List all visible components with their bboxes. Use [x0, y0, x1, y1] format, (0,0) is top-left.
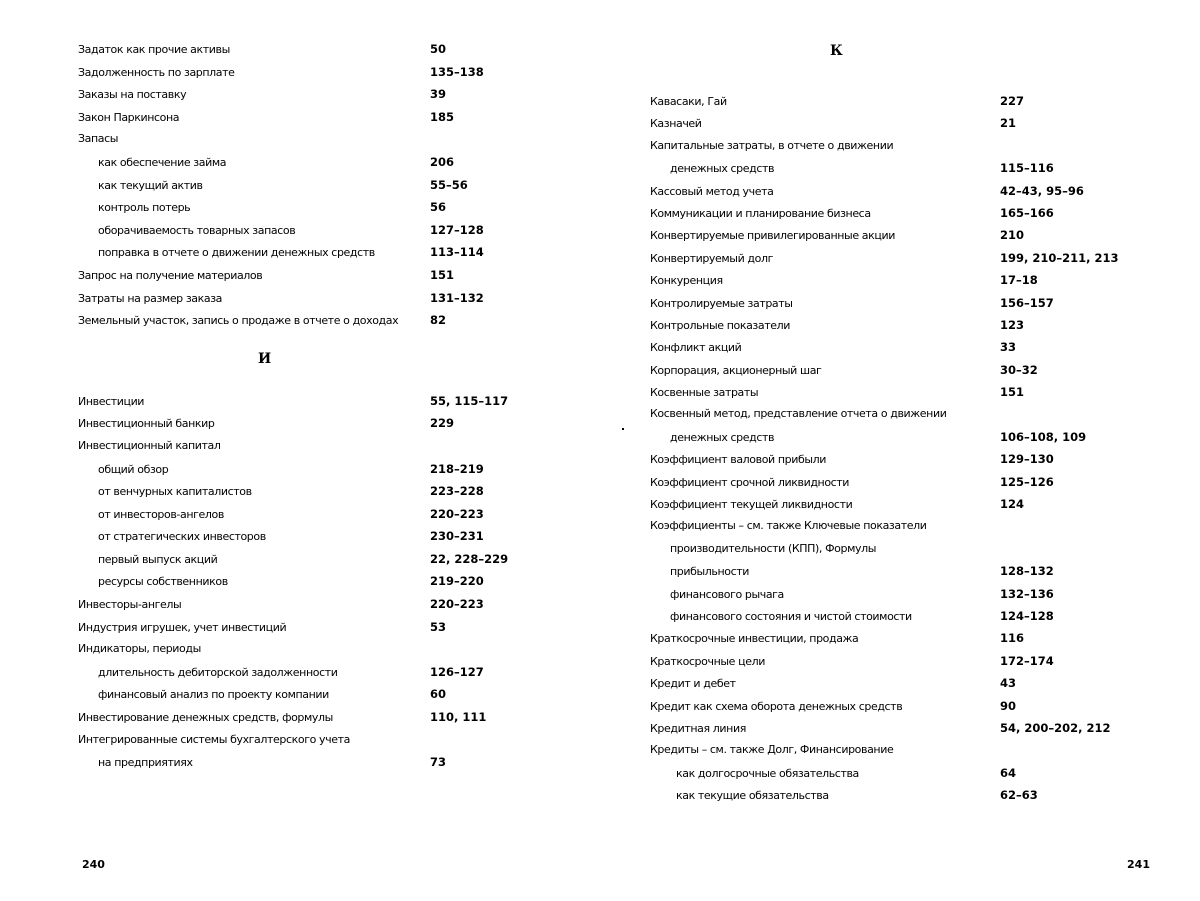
- index-pages: 218–219: [430, 461, 484, 476]
- index-term: контроль потерь: [98, 201, 191, 215]
- index-pages: 17–18: [1000, 273, 1038, 288]
- page-number-right: 241: [1127, 858, 1150, 871]
- index-term: Кредит и дебет: [650, 677, 736, 691]
- index-term: Коэффициент срочной ликвидности: [650, 475, 850, 489]
- index-pages: 127–128: [430, 222, 484, 237]
- index-pages: 229: [430, 416, 455, 431]
- index-entry: [78, 241, 548, 264]
- index-term: Казначей: [650, 117, 702, 131]
- left-index-column: [78, 38, 548, 774]
- index-entry: [650, 672, 1150, 694]
- index-entry: [78, 309, 548, 332]
- index-pages: 129–130: [1000, 452, 1054, 467]
- index-entry: [78, 264, 548, 287]
- index-entry: [650, 739, 1150, 761]
- index-entry: [650, 202, 1150, 224]
- index-entry: [650, 762, 1150, 784]
- index-entry: [650, 403, 1150, 425]
- index-term: Кредитная линия: [650, 721, 746, 735]
- index-term: Капитальные затраты, в отчете о движении: [650, 138, 894, 152]
- index-entry: [650, 180, 1150, 202]
- index-term: производительности (КПП), Формулы: [670, 541, 877, 555]
- index-term: финансовый анализ по проекту компании: [98, 688, 329, 702]
- index-term: Кредит как схема оборота денежных средств: [650, 699, 903, 713]
- index-entry: [650, 538, 1150, 560]
- index-pages: 128–132: [1000, 564, 1054, 579]
- index-entry: [650, 224, 1150, 246]
- index-term: Интегрированные системы бухгалтерского учета: [78, 732, 350, 746]
- index-term: Конкуренция: [650, 274, 723, 288]
- right-entries: [650, 90, 1150, 807]
- index-term: денежных средств: [670, 162, 775, 176]
- index-entry: [78, 196, 548, 219]
- index-entry: [650, 314, 1150, 336]
- index-entry: [650, 627, 1150, 649]
- index-term: Запрос на получение материалов: [78, 268, 263, 282]
- index-term: Краткосрочные инвестиции, продажа: [650, 632, 859, 646]
- letter-heading-k: К: [830, 43, 843, 59]
- index-pages: 124–128: [1000, 608, 1054, 623]
- index-pages: 62–63: [1000, 788, 1038, 803]
- index-pages: 110, 111: [430, 710, 487, 725]
- index-entry: [650, 471, 1150, 493]
- index-term: Коммуникации и планирование бизнеса: [650, 206, 871, 220]
- index-entry: [650, 157, 1150, 179]
- index-term: финансового рычага: [670, 587, 784, 601]
- index-entry: [78, 593, 548, 616]
- index-term: как обеспечение займа: [98, 155, 227, 169]
- index-term: Корпорация, акционерный шаг: [650, 363, 822, 377]
- index-term: денежных средств: [670, 430, 775, 444]
- left-entries-top: [78, 38, 548, 332]
- index-entry: [650, 90, 1150, 112]
- index-entry: [78, 151, 548, 174]
- index-term: Кавасаки, Гай: [650, 95, 727, 108]
- index-entry: [78, 751, 548, 774]
- index-entry: [78, 480, 548, 503]
- index-entry: [78, 390, 548, 413]
- index-entry: [78, 106, 548, 129]
- index-pages: 73: [430, 755, 447, 770]
- index-term: Контролируемые затраты: [650, 296, 793, 310]
- index-pages: 230–231: [430, 529, 484, 544]
- index-entry: [78, 548, 548, 571]
- index-pages: 124: [1000, 497, 1025, 512]
- index-entry: [650, 650, 1150, 672]
- index-term: ресурсы собственников: [98, 575, 228, 589]
- index-entry: [650, 135, 1150, 157]
- index-entry: [78, 435, 548, 458]
- index-entry: [650, 247, 1150, 269]
- index-pages: 22, 228–229: [430, 551, 509, 566]
- letter-heading-i: И: [258, 350, 272, 367]
- index-entry: [78, 61, 548, 84]
- index-entry: [78, 706, 548, 729]
- index-term: Задолженность по зарплате: [78, 65, 235, 79]
- index-entry: [650, 605, 1150, 627]
- index-pages: 64: [1000, 765, 1017, 780]
- index-pages: 223–228: [430, 484, 484, 499]
- index-pages: 219–220: [430, 574, 484, 589]
- index-term: Инвестирование денежных средств, формулы: [78, 711, 333, 725]
- index-pages: 165–166: [1000, 205, 1054, 220]
- index-entry: [650, 448, 1150, 470]
- index-term: Инвесторы-ангелы: [78, 598, 182, 612]
- index-term: Заказы на поставку: [78, 88, 187, 102]
- index-entry: [78, 503, 548, 526]
- speck: [622, 428, 624, 430]
- index-entry: [650, 426, 1150, 448]
- index-term: Задаток как прочие активы: [78, 43, 230, 56]
- index-term: Конвертируемый долг: [650, 251, 773, 265]
- index-entry: [78, 219, 548, 242]
- index-term: Земельный участок, запись о продаже в отчете о доходах: [78, 314, 399, 328]
- index-term: от венчурных капиталистов: [98, 485, 252, 499]
- right-page: [600, 0, 1200, 901]
- index-term: как долгосрочные обязательства: [676, 766, 859, 780]
- index-entry: [78, 128, 548, 151]
- index-pages: 82: [430, 313, 447, 328]
- index-term: Косвенный метод, представление отчета о движении: [650, 407, 947, 421]
- index-pages: 220–223: [430, 597, 484, 612]
- index-pages: 199, 210–211, 213: [1000, 250, 1119, 265]
- index-entry: [78, 616, 548, 639]
- index-pages: 55–56: [430, 177, 468, 192]
- index-pages: 54, 200–202, 212: [1000, 720, 1111, 735]
- index-term: Кассовый метод учета: [650, 184, 774, 198]
- index-term: общий обзор: [98, 462, 169, 476]
- index-term: Контрольные показатели: [650, 318, 790, 332]
- index-term: Краткосрочные цели: [650, 654, 765, 668]
- index-entry: [650, 381, 1150, 403]
- index-pages: 21: [1000, 116, 1017, 131]
- index-pages: 42–43, 95–96: [1000, 183, 1084, 198]
- index-entry: [78, 458, 548, 481]
- right-index-column: [650, 38, 1150, 807]
- index-entry: [650, 560, 1150, 582]
- index-term: Инвестиционный банкир: [78, 417, 215, 431]
- index-pages: 206: [430, 154, 455, 169]
- index-term: прибыльности: [670, 565, 750, 579]
- index-entry: [78, 729, 548, 752]
- index-pages: 106–108, 109: [1000, 429, 1087, 444]
- index-entry: [78, 525, 548, 548]
- index-entry: [78, 638, 548, 661]
- index-term: Кредиты – см. также Долг, Финансирование: [650, 743, 894, 757]
- page-number-left: 240: [82, 858, 105, 871]
- index-pages: 185: [430, 109, 455, 124]
- index-pages: 172–174: [1000, 653, 1054, 668]
- index-pages: 30–32: [1000, 362, 1038, 377]
- index-pages: 132–136: [1000, 586, 1054, 601]
- index-pages: 115–116: [1000, 161, 1054, 176]
- index-term: оборачиваемость товарных запасов: [98, 223, 296, 237]
- index-pages: 39: [430, 87, 447, 102]
- index-entry: [78, 412, 548, 435]
- index-pages: 113–114: [430, 245, 484, 260]
- index-term: Закон Паркинсона: [78, 110, 180, 124]
- index-entry: [78, 83, 548, 106]
- index-term: длительность дебиторской задолженности: [98, 665, 338, 679]
- index-pages: 220–223: [430, 506, 484, 521]
- index-entry: [78, 570, 548, 593]
- index-pages: 33: [1000, 340, 1017, 355]
- index-entry: [650, 493, 1150, 515]
- index-pages: 55, 115–117: [430, 393, 509, 408]
- index-pages: 126–127: [430, 664, 484, 679]
- index-term: Затраты на размер заказа: [78, 291, 223, 305]
- index-entry: [650, 336, 1150, 358]
- index-term: Косвенные затраты: [650, 386, 759, 400]
- index-entry: [78, 287, 548, 310]
- index-entry: [650, 359, 1150, 381]
- index-pages: 53: [430, 619, 447, 634]
- index-term: от инвесторов-ангелов: [98, 507, 224, 521]
- index-term: Коэффициент валовой прибыли: [650, 453, 827, 467]
- index-term: как текущие обязательства: [676, 789, 829, 803]
- index-pages: 125–126: [1000, 474, 1054, 489]
- index-pages: 43: [1000, 676, 1017, 691]
- index-term: финансового состояния и чистой стоимости: [670, 609, 912, 623]
- index-pages: 210: [1000, 228, 1025, 243]
- index-pages: 151: [430, 267, 455, 282]
- left-entries-bottom: [78, 390, 548, 774]
- index-term: первый выпуск акций: [98, 552, 218, 566]
- index-entry: [650, 269, 1150, 291]
- index-pages: 90: [1000, 698, 1017, 713]
- index-entry: [650, 112, 1150, 134]
- index-term: Инвестиции: [78, 394, 145, 408]
- index-pages: 227: [1000, 94, 1025, 108]
- index-term: поправка в отчете о движении денежных средств: [98, 246, 375, 260]
- index-entry: [650, 292, 1150, 314]
- index-term: Коэффициенты – см. также Ключевые показатели: [650, 519, 927, 533]
- index-pages: 135–138: [430, 64, 484, 79]
- index-term: Инвестиционный капитал: [78, 438, 221, 452]
- index-term: Индустрия игрушек, учет инвестиций: [78, 620, 287, 634]
- index-entry: [78, 174, 548, 197]
- index-entry: [650, 695, 1150, 717]
- index-term: как текущий актив: [98, 178, 203, 192]
- index-pages: 123: [1000, 317, 1025, 332]
- index-term: на предприятиях: [98, 756, 193, 770]
- index-pages: 131–132: [430, 290, 484, 305]
- index-entry: [78, 38, 548, 61]
- index-term: от стратегических инвесторов: [98, 530, 266, 544]
- index-pages: 151: [1000, 385, 1025, 400]
- index-pages: 56: [430, 200, 447, 215]
- index-term: Конвертируемые привилегированные акции: [650, 229, 895, 243]
- index-entry: [78, 683, 548, 706]
- index-pages: 60: [430, 687, 447, 702]
- index-entry: [650, 784, 1150, 806]
- index-entry: [78, 661, 548, 684]
- index-pages: 116: [1000, 631, 1025, 646]
- index-term: Индикаторы, периоды: [78, 642, 201, 656]
- index-pages: 50: [430, 42, 447, 56]
- index-entry: [650, 717, 1150, 739]
- index-term: Конфликт акций: [650, 341, 742, 355]
- index-term: Запасы: [78, 132, 119, 146]
- index-pages: 156–157: [1000, 295, 1054, 310]
- index-entry: [650, 583, 1150, 605]
- index-entry: [650, 515, 1150, 537]
- index-term: Коэффициент текущей ликвидности: [650, 498, 853, 512]
